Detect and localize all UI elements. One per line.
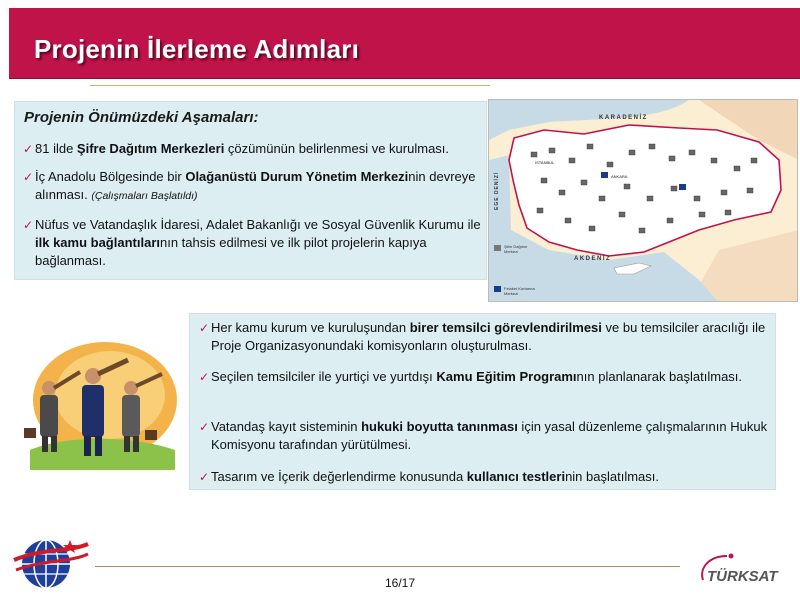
turksat-logo-text: TÜRKSAT xyxy=(707,568,778,585)
title-bar xyxy=(9,8,800,79)
checkmark-icon: ✓ xyxy=(199,370,210,384)
list-item xyxy=(199,418,769,454)
item-text: nin başlatılması. xyxy=(565,469,659,484)
list-item xyxy=(23,216,483,270)
list-item xyxy=(199,319,769,355)
legend-label: Merkezi xyxy=(504,249,519,254)
ministry-globe-logo xyxy=(12,530,90,592)
list-item xyxy=(199,468,769,486)
item-bold-text: kullanıcı testleri xyxy=(466,469,566,484)
item-text: İç Anadolu Bölgesinde bir xyxy=(35,169,186,184)
turkey-map xyxy=(488,99,798,302)
legend-swatch-recovery xyxy=(494,286,501,292)
sea-label-north: KARADENİZ xyxy=(599,115,648,121)
legend-label: Merkezi xyxy=(504,291,519,296)
representatives-panel xyxy=(189,313,776,490)
checkmark-icon: ✓ xyxy=(23,218,34,232)
item-bold-text: Şifre Dağıtım Merkezleri xyxy=(76,141,225,156)
item-bold-text: birer temsilci görevlendirilmesi xyxy=(409,320,602,335)
item-text: için yasal düzenleme çalışmalarının Hukuk Komisyonu tarafından yürütülmesi. xyxy=(211,419,768,452)
list-item xyxy=(23,168,478,205)
businessmen-telescope-clipart xyxy=(10,340,180,470)
item-text: çözümünün belirlenmesi ve kurulması. xyxy=(224,141,450,156)
upcoming-steps-heading: Projenin Önümüzdeki Aşamaları: xyxy=(24,109,259,126)
checkmark-icon: ✓ xyxy=(199,470,210,484)
item-text: nin devreye alınması. xyxy=(35,169,476,202)
item-note: (Çalışmaları Başlatıldı) xyxy=(91,190,198,202)
checkmark-icon: ✓ xyxy=(23,142,34,156)
city-label-ankara: ANKARA xyxy=(611,174,628,179)
list-item xyxy=(23,140,483,158)
sea-label-west: EGE DENİZİ xyxy=(494,171,500,210)
item-bold-text: Olağanüstü Durum Yönetim Merkezi xyxy=(185,169,409,184)
slide-title: Projenin İlerleme Adımları xyxy=(34,34,360,64)
city-label-istanbul: İSTANBUL xyxy=(535,160,555,165)
turkey-map-graphic xyxy=(489,100,798,302)
item-text: nın tahsis edilmesi ve ilk pilot projelerin kapıya bağlanması. xyxy=(35,235,427,268)
checkmark-icon: ✓ xyxy=(199,321,210,335)
item-bold-text: ilk kamu bağlantıları xyxy=(35,235,160,250)
legend-swatch-distribution xyxy=(494,245,501,251)
item-text: nın planlanarak başlatılması. xyxy=(576,369,743,384)
sea-label-south: AKDENİZ xyxy=(574,256,612,262)
legend-label: Felaket Kurtarma xyxy=(504,286,535,291)
turksat-logo xyxy=(695,550,790,592)
upcoming-steps-panel xyxy=(14,101,487,280)
item-text: 81 ilde xyxy=(35,141,77,156)
legend-label: Şifre Dağıtım xyxy=(504,244,528,249)
item-text: ve bu temsilciler aracılığı ile Proje Organizasyonundaki komisyonların oluşturulması. xyxy=(211,320,766,353)
title-divider xyxy=(90,85,490,86)
item-bold-text: Kamu Eğitim Programı xyxy=(436,369,577,384)
item-text: Seçilen temsilciler ile yurtiçi ve yurtdışı xyxy=(211,369,437,384)
checkmark-icon: ✓ xyxy=(23,170,34,184)
item-text: Nüfus ve Vatandaşlık İdaresi, Adalet Bakanlığı ve Sosyal Güvenlik Kurumu ile xyxy=(35,217,481,232)
item-bold-text: hukuki boyutta tanınması xyxy=(361,419,518,434)
page-number: 16/17 xyxy=(384,576,416,590)
item-text: Tasarım ve İçerik değerlendirme konusunda xyxy=(211,469,467,484)
item-text: Her kamu kurum ve kuruluşundan xyxy=(211,320,410,335)
footer-divider xyxy=(95,566,680,567)
list-item xyxy=(199,368,769,386)
item-text: Vatandaş kayıt sisteminin xyxy=(211,419,362,434)
checkmark-icon: ✓ xyxy=(199,420,210,434)
